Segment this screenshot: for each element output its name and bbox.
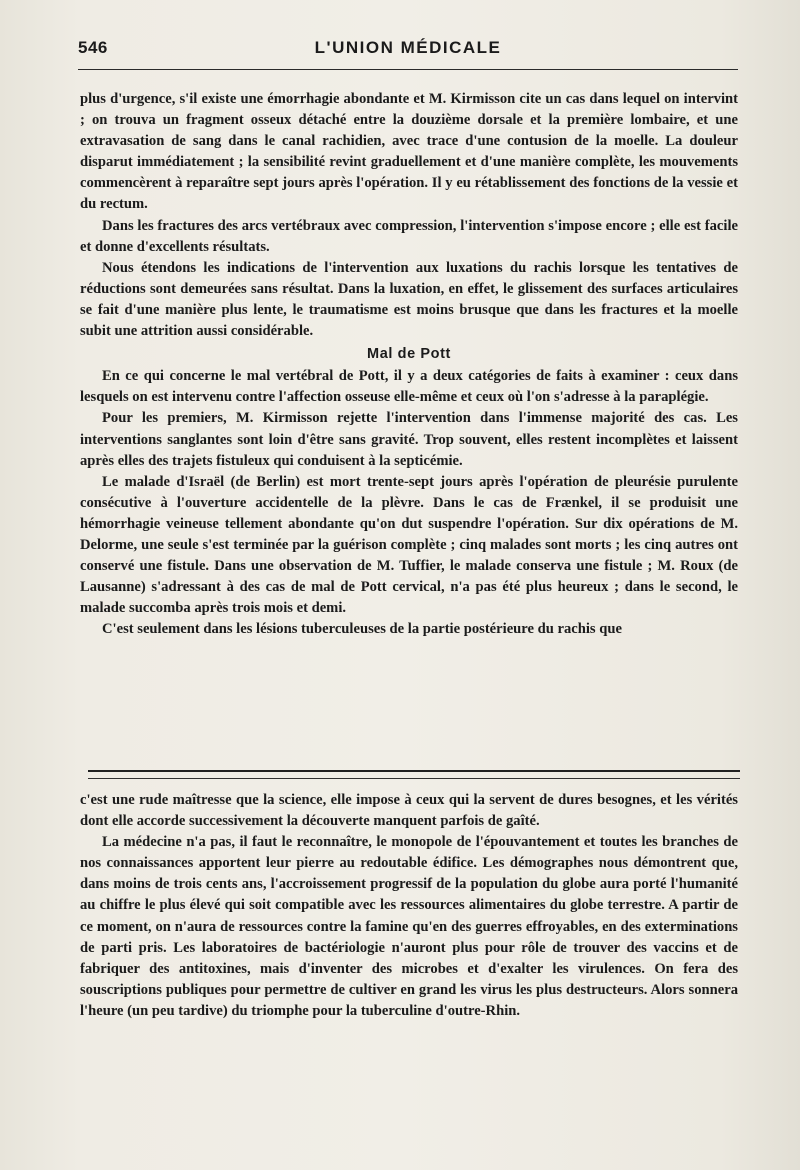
header-rule (78, 69, 738, 70)
paragraph: c'est une rude maîtresse que la science, elle impose à ceux qui la servent de dures besognes, et les vérités dont elle accorde successivement la découverte manquent parfois de gaîté. (80, 792, 738, 830)
page-header (78, 38, 738, 62)
running-title: L'UNION MÉDICALE (314, 38, 502, 57)
page-number: 546 (78, 38, 108, 57)
feuilleton-article (80, 790, 738, 1022)
paragraph: C'est seulement dans les lésions tuberculeuses de la partie postérieure du rachis que (102, 621, 622, 638)
paragraph: Nous étendons les indications de l'intervention aux luxations du rachis lorsque les tentatives de réductions sont demeurées sans résultat. Dans la luxation, en effet, le glissement des surfaces articulaires se fait d'une manière plus lente, le traumatisme est moins brusque que dans les fractures et la moelle subit une attrition aussi considérable. (80, 259, 738, 340)
paragraph: Dans les fractures des arcs vertébraux avec compression, l'intervention s'impose encore ; elle est facile et donne d'excellents résultats. (80, 217, 738, 255)
feuilleton-separator (88, 770, 740, 779)
main-article (80, 89, 738, 640)
paragraph: En ce qui concerne le mal vertébral de Pott, il y a deux catégories de faits à examiner : ceux dans lesquels on est intervenu contre l'affection osseuse elle-même et ceux où l'on s'adresse à la paraplégie. (80, 368, 738, 406)
section-heading: Mal de Pott (367, 346, 451, 363)
paragraph: Pour les premiers, M. Kirmisson rejette l'intervention dans l'immense majorité des cas. Les interventions sanglantes sont loin d'être sans gravité. Trop souvent, elles restent incomplètes et laissent après elles des trajets fistuleux qui conduisent à la septicémie. (80, 410, 738, 469)
paragraph: La médecine n'a pas, il faut le reconnaître, le monopole de l'épouvantement et toutes les branches de nos connaissances apportent leur pierre au redoutable édifice. Les démographes nous démontrent que, dans moins de trois cents ans, l'accroissement progressif de la population du globe aura porté l'humanité au chiffre le plus élevé qui soit compatible avec les ressources alimentaires du globe terrestre. A partir de ce moment, on n'aura de ressources contre la famine qu'en des guerres effroyables, en des exterminations de parti pris. Les laboratoires de bactériologie n'auront plus pour rôle de trouver des vaccins et de fabriquer des antitoxines, mais d'inventer des microbes et d'exalter les virulences. On fera des souscriptions publiques pour permettre de cultiver en grand les virus les plus destructeurs. Alors sonnera l'heure (un peu tardive) du triomphe pour la tuberculine d'outre-Rhin. (80, 834, 738, 1019)
paragraph: Le malade d'Israël (de Berlin) est mort trente-sept jours après l'opération de pleurésie purulente consécutive à l'ouverture accidentelle de la plèvre. Dans le cas de Frænkel, il se produisit une hémorrhagie veineuse tellement abondante qu'on dut suspendre l'opération. Sur dix opérations de M. Delorme, une seule s'est terminée par la guérison complète ; cinq malades sont morts ; les cinq autres ont conservé une fistule. Dans une observation de M. Tuffier, le malade conserva une fistule ; M. Roux (de Lausanne) s'adressant à des cas de mal de Pott cervical, n'a pas été plus heureux ; dans le second, le malade succomba après trois mois et demi. (80, 473, 738, 617)
paragraph: plus d'urgence, s'il existe une émorrhagie abondante et M. Kirmisson cite un cas dans lequel on intervint ; on trouva un fragment osseux détaché entre la douzième dorsale et la première lombaire, et une extravasation de sang dans le canal rachidien, avec trace d'une contusion de la moelle. La douleur disparut immédiatement ; la sensibilité revint graduellement et d'une manière complète, les mouvements commencèrent à reparaître sept jours après l'opération. Il y eu rétablissement des fonctions de la vessie et du rectum. (80, 91, 738, 213)
